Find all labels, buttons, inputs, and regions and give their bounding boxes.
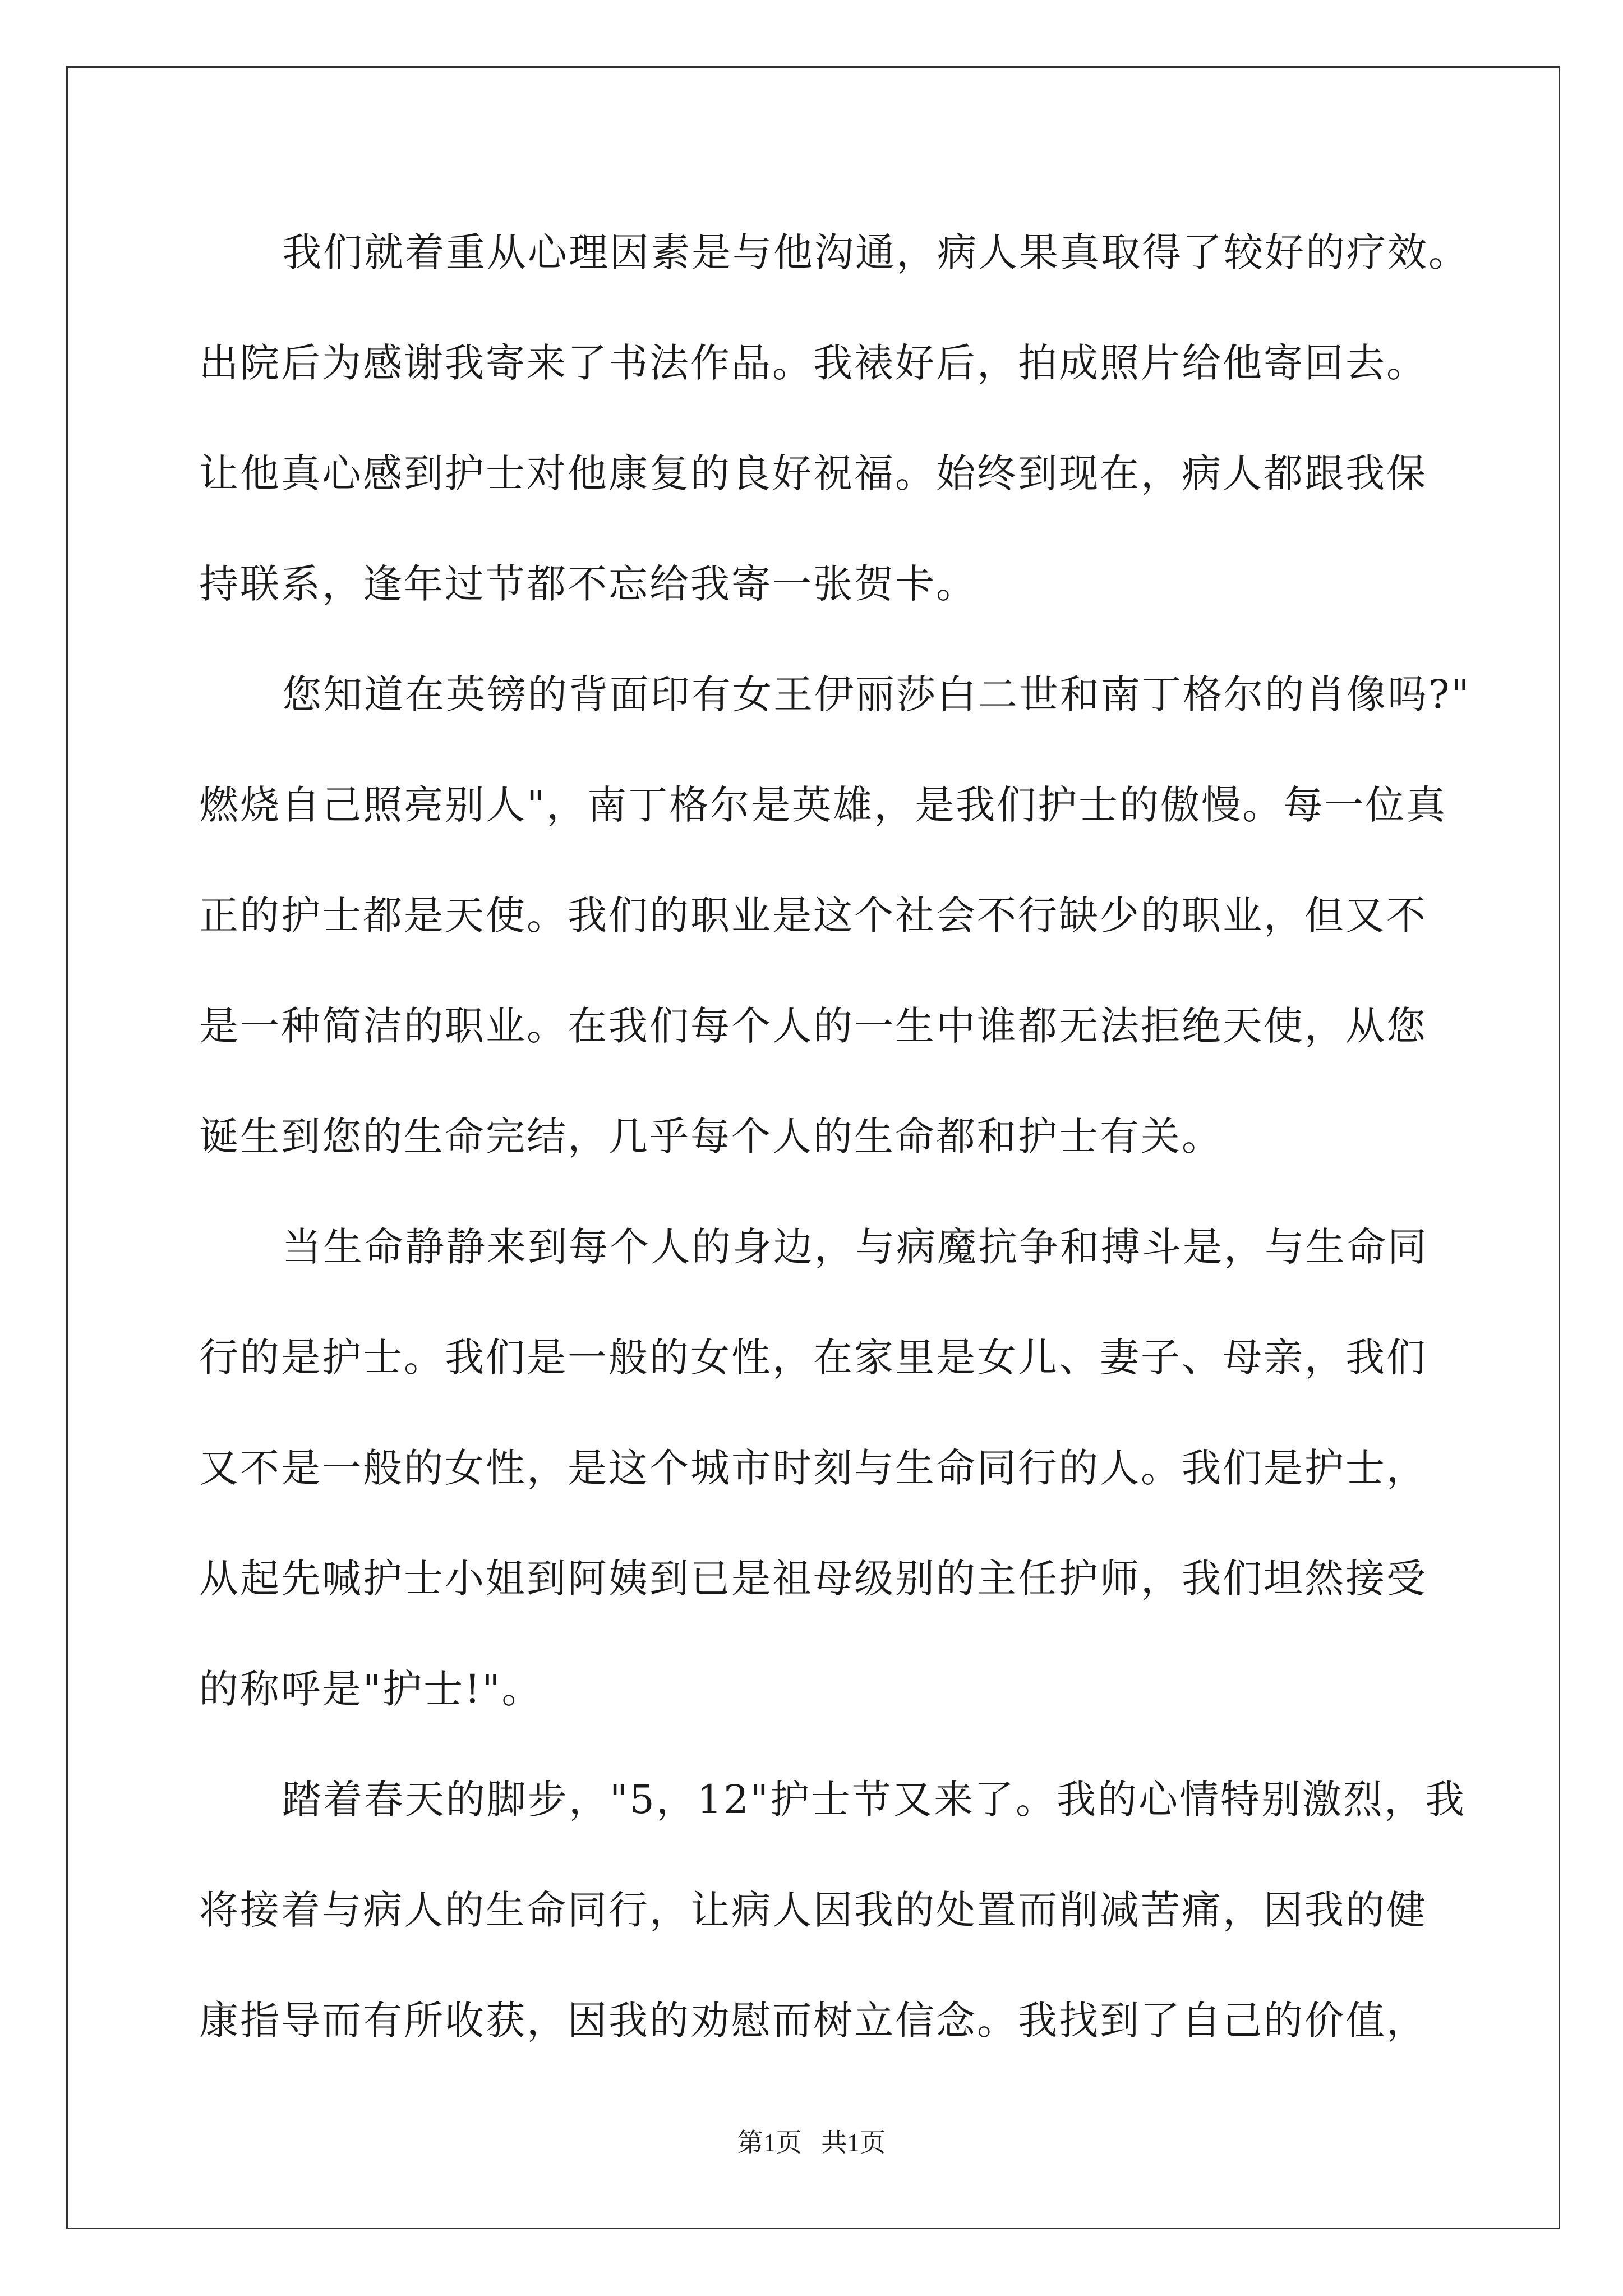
- paragraph-3-line-1: 当生命静静来到每个人的身边，与病魔抗争和搏斗是，与生命同: [282, 1224, 1428, 1270]
- paragraph-1-line-4: 持联系，逢年过节都不忘给我寄一张贺卡。: [199, 561, 977, 607]
- paragraph-3-line-4: 从起先喊护士小姐到阿姨到已是祖母级别的主任护师，我们坦然接受: [199, 1556, 1427, 1602]
- paragraph-3-line-2: 行的是护士。我们是一般的女性，在家里是女儿、妻子、母亲，我们: [199, 1335, 1427, 1381]
- paragraph-4-line-1: 踏着春天的脚步，"5，12"护士节又来了。我的心情特别激烈，我: [282, 1777, 1467, 1823]
- paragraph-2-line-3: 正的护士都是天使。我们的职业是这个社会不行缺少的职业，但又不: [199, 892, 1427, 938]
- paragraph-2-line-5: 诞生到您的生命完结，几乎每个人的生命都和护士有关。: [199, 1114, 1223, 1159]
- paragraph-1-line-3: 让他真心感到护士对他康复的良好祝福。始终到现在，病人都跟我保: [199, 450, 1427, 496]
- paragraph-1-line-1: 我们就着重从心理因素是与他沟通，病人果真取得了较好的疗效。: [282, 229, 1469, 275]
- paragraph-1-line-2: 出院后为感谢我寄来了书法作品。我裱好后，拍成照片给他寄回去。: [199, 340, 1427, 386]
- paragraph-3-line-5: 的称呼是"护士!"。: [199, 1666, 543, 1712]
- page-footer: 第1页 共1页: [737, 2128, 886, 2157]
- paragraph-2-line-2: 燃烧自己照亮别人"，南丁格尔是英雄，是我们护士的傲慢。每一位真: [199, 782, 1447, 828]
- paragraph-4-line-2: 将接着与病人的生命同行，让病人因我的处置而削减苦痛，因我的健: [199, 1887, 1427, 1933]
- document-body: [199, 216, 1471, 2095]
- paragraph-2-line-4: 是一种简洁的职业。在我们每个人的一生中谁都无法拒绝天使，从您: [199, 1003, 1427, 1049]
- paragraph-2-line-1: 您知道在英镑的背面印有女王伊丽莎白二世和南丁格尔的肖像吗?": [282, 671, 1471, 717]
- paragraph-3-line-3: 又不是一般的女性，是这个城市时刻与生命同行的人。我们是护士，: [199, 1445, 1427, 1491]
- paragraph-4-line-3: 康指导而有所收获，因我的劝慰而树立信念。我找到了自己的价值，: [199, 1998, 1427, 2044]
